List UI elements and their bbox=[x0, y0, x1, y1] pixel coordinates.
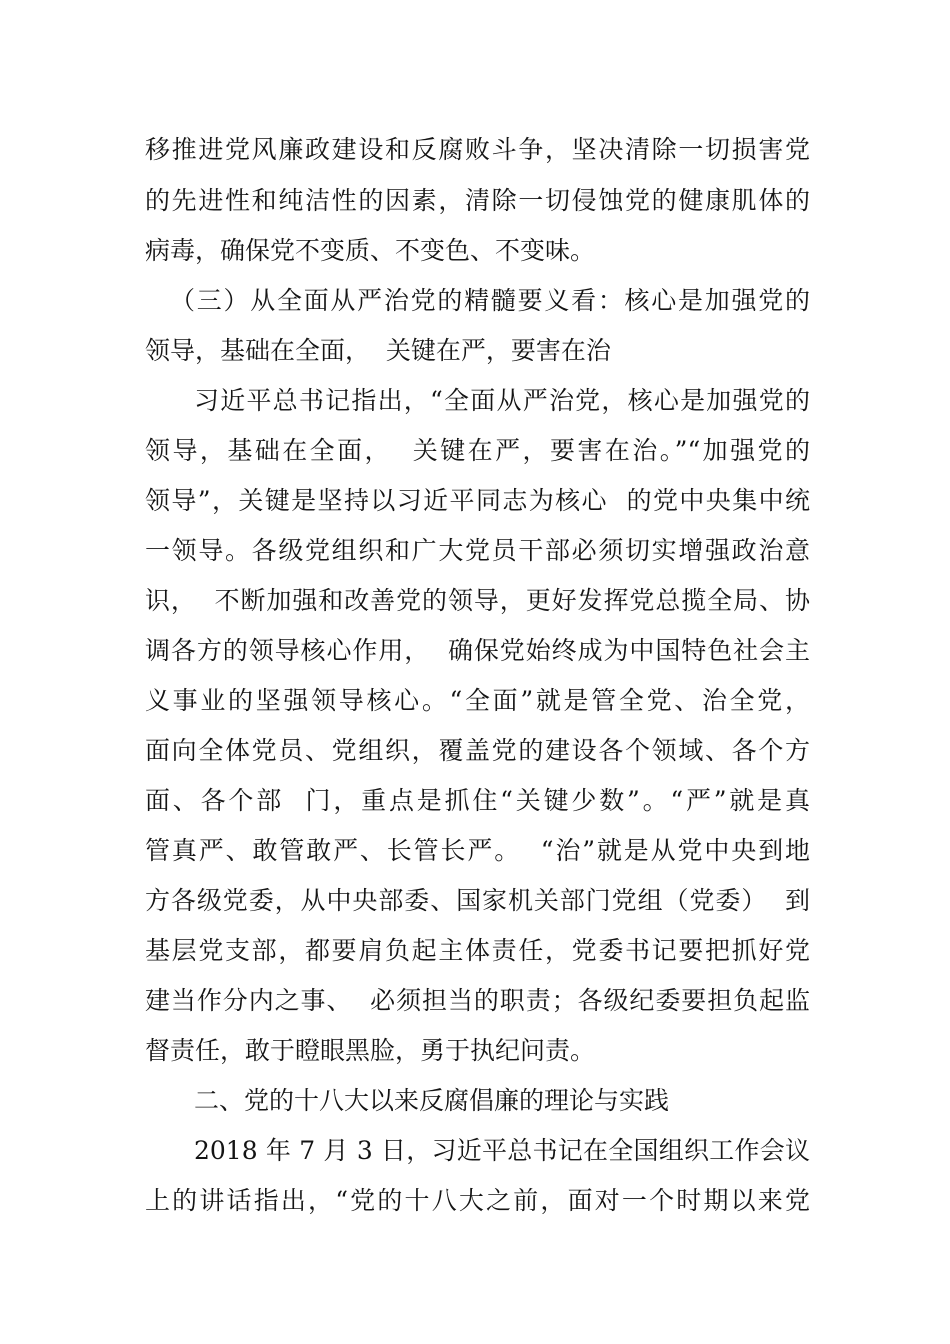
text-line: 移推进党风廉政建设和反腐败斗争，坚决清除一切损害党 bbox=[145, 135, 810, 164]
text-line: 建当作分内之事、 必须担当的职责；各级纪委要担负起监 bbox=[145, 986, 810, 1015]
text-line: 面、各个部 门，重点是抓住“关键少数”。“严”就是真 bbox=[145, 786, 810, 815]
text-line: 习近平总书记指出，“全面从严治党，核心是加强党的 bbox=[194, 386, 810, 415]
text-line: 领导，基础在全面， 关键在严，要害在治。”“加强党的 bbox=[145, 436, 810, 465]
text-line: 领导”，关键是坚持以习近平同志为核心 的党中央集中统 bbox=[145, 486, 810, 515]
section-heading: （三）从全面从严治党的精髓要义看：核心是加强党的 bbox=[170, 286, 810, 315]
section-heading: 领导，基础在全面， 关键在严，要害在治 bbox=[145, 336, 611, 365]
text-line: 上的讲话指出，“党的十八大之前，面对一个时期以来党 bbox=[145, 1186, 810, 1215]
text-line: 方各级党委，从中央部委、国家机关部门党组（党委） 到 bbox=[145, 886, 810, 915]
section-heading: 二、党的十八大以来反腐倡廉的理论与实践 bbox=[194, 1086, 670, 1115]
text-line: 管真严、敢管敢严、长管长严。 “治”就是从党中央到地 bbox=[145, 836, 810, 865]
text-line: 一领导。各级党组织和广大党员干部必须切实增强政治意 bbox=[145, 536, 810, 565]
text-line: 的先进性和纯洁性的因素，清除一切侵蚀党的健康肌体的 bbox=[145, 186, 810, 215]
text-line: 义事业的坚强领导核心。“全面”就是管全党、治全党， bbox=[145, 686, 810, 715]
text-line: 调各方的领导核心作用， 确保党始终成为中国特色社会主 bbox=[145, 636, 810, 665]
text-line: 基层党支部，都要肩负起主体责任，党委书记要把抓好党 bbox=[145, 936, 810, 965]
text-line: 面向全体党员、党组织，覆盖党的建设各个领域、各个方 bbox=[145, 736, 810, 765]
text-line: 识， 不断加强和改善党的领导，更好发挥党总揽全局、协 bbox=[145, 586, 810, 615]
text-line: 病毒，确保党不变质、不变色、不变味。 bbox=[145, 236, 596, 265]
text-line: 督责任，敢于瞪眼黑脸，勇于执纪问责。 bbox=[145, 1036, 596, 1065]
text-line: 2018 年 7 月 3 日，习近平总书记在全国组织工作会议 bbox=[194, 1136, 810, 1165]
